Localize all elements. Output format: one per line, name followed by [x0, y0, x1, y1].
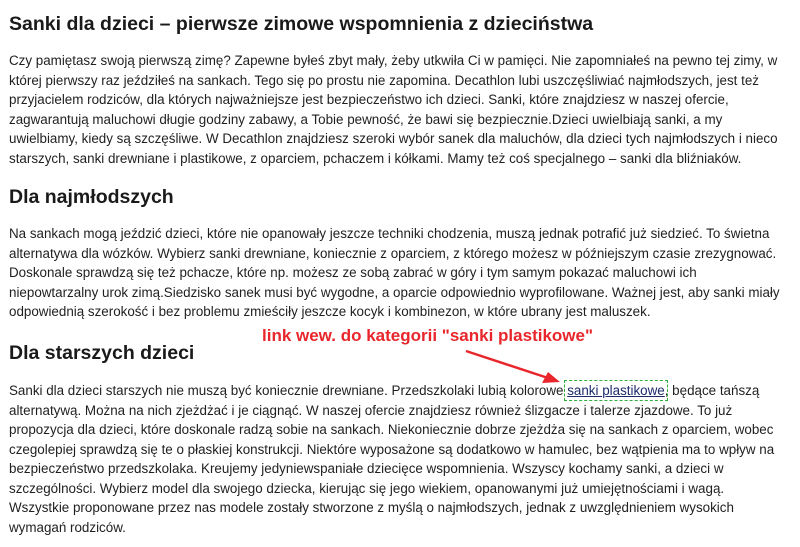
paragraph-line: Wszystkie proponowane przez nas modele zostały stworzone z myślą o najmłodszych, jednak z uwzględnieniem wysokich: [9, 500, 734, 515]
paragraph-line: uwielbiamy, kiedy są szczęśliwe. W Decathlon znajdziesz szeroki wybór sanek dla maluchów, dla dzieci tych najmłodszych i nieco: [9, 131, 778, 146]
page-title: Sanki dla dzieci – pierwsze zimowe wspomnienia z dzieciństwa: [9, 13, 594, 35]
paragraph-line: wymagań rodziców.: [9, 519, 126, 535]
section-heading-older: Dla starszych dzieci: [9, 342, 195, 364]
paragraph-line: zagwarantują maluchowi długie godziny zabawy, a Tobie pewność, że bawi się bezpiecznie.Dzieci uwielbiają sanki, a my: [9, 111, 723, 127]
line-text: , będące tańszą: [664, 383, 760, 398]
paragraph-line: czegolepiej sprawdzą się te o płaskiej konstrukcji. Niektóre wyposażone są dodatkowo w hamulec, bez wątpienia ma to wpływ na: [9, 441, 775, 457]
paragraph-line: [9, 382, 759, 400]
paragraph-line: niepowtarzalny urok zimą.Siedzisko sanek musi być wygodne, a oparcie odpowiednio wyprofilowane. Ważnej jest, aby sanki miały: [9, 284, 780, 300]
paragraph-line: przyjacielem rodziców, dla których najważniejsze jest bezpieczeństwo ich dzieci. Sanki, które znajdziesz w naszej ofercie,: [9, 92, 729, 107]
section-heading-youngest: Dla najmłodszych: [9, 186, 174, 208]
paragraph-line: alternatywa dla wózków. Wybierz sanki drewniane, koniecznie z oparciem, z którego możesz w późniejszym czasie zrezygnować.: [9, 245, 777, 261]
sanki-plastikowe-link[interactable]: sanki plastikowe: [567, 383, 665, 398]
paragraph-line: alternatywą. Można na nich zjeżdżać i je ciągnąć. W naszej ofercie znajdziesz również ślizgacze i talerze zjazdowe. To już: [9, 402, 733, 418]
paragraph-line: Na sankach mogą jeździć dzieci, które nie opanowały jeszcze techniki chodzenia, muszą jednak potrafić już siedzieć. To świetna: [9, 226, 770, 241]
paragraph-line: Doskonale sprawdzą się też pchacze, które np. możesz ze sobą zabrać w góry i tym samym pokazać maluchowi ich: [9, 265, 697, 280]
paragraph-line: propozycja dla dzieci, które doskonale radzą sobie na sankach. Niekoniecznie dobrze zjeżdża się na sankach z oparciem, wobec: [9, 422, 774, 437]
paragraph-line: Czy pamiętasz swoją pierwszą zimę? Zapewne byłeś zbyt mały, żeby utkwiła Ci w pamięci. Nie zapomniałeś na pewno tej zimy, w: [9, 53, 778, 68]
annotation-label: link wew. do kategorii "sanki plastikowe": [262, 326, 594, 345]
paragraph-line: której pierwszy raz jeździłeś na sankach. Tego się po prostu nie zapomina. Decathlon lubi uszczęśliwiać najmłodszych, jest też: [9, 72, 759, 88]
paragraph-line: szczególności. Wybierz model dla swojego dziecka, kierując się jego wiekiem, opanowanymi już umiejętnościami i wagą.: [9, 480, 725, 496]
paragraph-line: starszych, sanki drewniane i plastikowe, z oparciem, pchaczem i kółkami. Mamy też coś specjalnego – sanki dla bliźniaków.: [9, 150, 742, 166]
line-text: Sanki dla dzieci starszych nie muszą być koniecznie drewniane. Przedszkolaki lubią kolorowe: [9, 383, 568, 398]
paragraph-line: bezpieczeństwo przedszkolaka. Kreujemy jedyniewspaniałe dziecięce wspomnienia. Wszyscy kochamy sanki, a dzieci w: [9, 461, 724, 476]
paragraph-line: odpowiednią szerokość i bez problemu zmieściły jeszcze kocyk i kombinezon, w które ubrany jest maluszek.: [9, 304, 651, 319]
